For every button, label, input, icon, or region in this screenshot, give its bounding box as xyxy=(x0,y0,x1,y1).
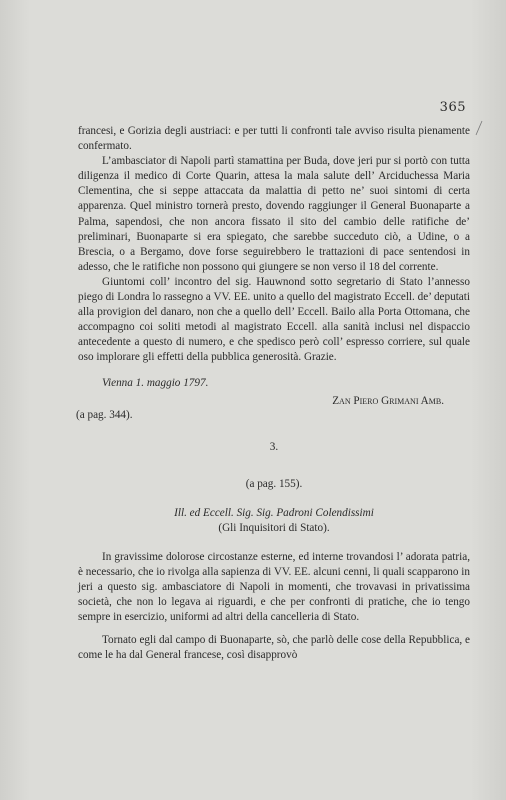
document-number: 3. xyxy=(269,440,279,453)
page-number: 365 xyxy=(439,100,466,115)
salutation: Ill. ed Eccell. Sig. Sig. Padroni Colendissimi xyxy=(174,506,374,519)
paragraph: L’ambasciator di Napoli partì stamattina per Buda, dove jeri pur si portò con tutta diligenza il medico di Corte Quarin, attesa la mala salute dell’ Arciduchessa Maria Clementina, che si seppe attaccata da malattia di petto ne’ suoi sintomi di certa apparenza. Quel ministro tornerà presto, dovendo raggiunger il General Buonaparte a Palma, sapendosi, che non ancora fissato il sito del cambio delle ratifiche de’ preliminari, Buonaparte si era spiegato, che sarebbe succeduto ciò, a Udine, o a Brescia, o a Bergamo, dove forse seguirebbero le trattazioni di pace sentendosi in adesso, che le ratifiche non possono qui giungere se non verso il 18 del corrente. xyxy=(78,155,470,273)
paragraph: Giuntomi coll’ incontro del sig. Hauwnond sotto segretario di Stato l’annesso piego di Londra lo rassegno a VV. EE. unito a quello del magistrato Eccell. de’ deputati alla provigion del danaro, non che a quello dell’ Eccell. Bailo alla Porta Ottomana, che accompagno coi soliti metodi al magistrato Eccell. alla sanità inclusi nel dispaccio antecedente a questo di numero, e che spedisco però coll’ espresso corriere, sul quale oso implorare gli effetti della pubblica generosità. Grazie. xyxy=(78,275,470,364)
paragraph: Tornato egli dal campo di Buonaparte, sò, che parlò delle cose della Repubblica, e come le ha dal General francese, così disapprovò xyxy=(78,634,470,662)
paragraph: In gravissime dolorose circostanze esterne, ed interne trovandosi l’ adorata patria, è necessario, che io rivolga alla sapienza di VV. EE. alcuni cenni, li quali scapparono in jeri a questo sig. ambasciatore di Napoli in momenti, che trovavasi in privatissima società, che non lo legava ai riguardi, e che per confronti di pratiche, che io tengo sempre in esercizio, uniformi ad altri della cancelleria di Stato. xyxy=(78,550,470,624)
signature: Zan Piero Grimani Amb. xyxy=(332,394,444,407)
signature-block xyxy=(78,376,470,424)
date-line: Vienna 1. maggio 1797. xyxy=(102,376,209,389)
salutation-sub: (Gli Inquisitori di Stato). xyxy=(218,521,330,534)
paragraph: francesi, e Gorizia degli austriaci: e per tutti li confronti tale avviso risulta pienamente confermato. xyxy=(78,125,470,153)
pencil-mark-icon xyxy=(472,120,486,136)
page-reference: (a pag. 155). xyxy=(245,477,303,490)
page-body xyxy=(78,124,470,664)
page-reference: (a pag. 344). xyxy=(76,408,133,421)
